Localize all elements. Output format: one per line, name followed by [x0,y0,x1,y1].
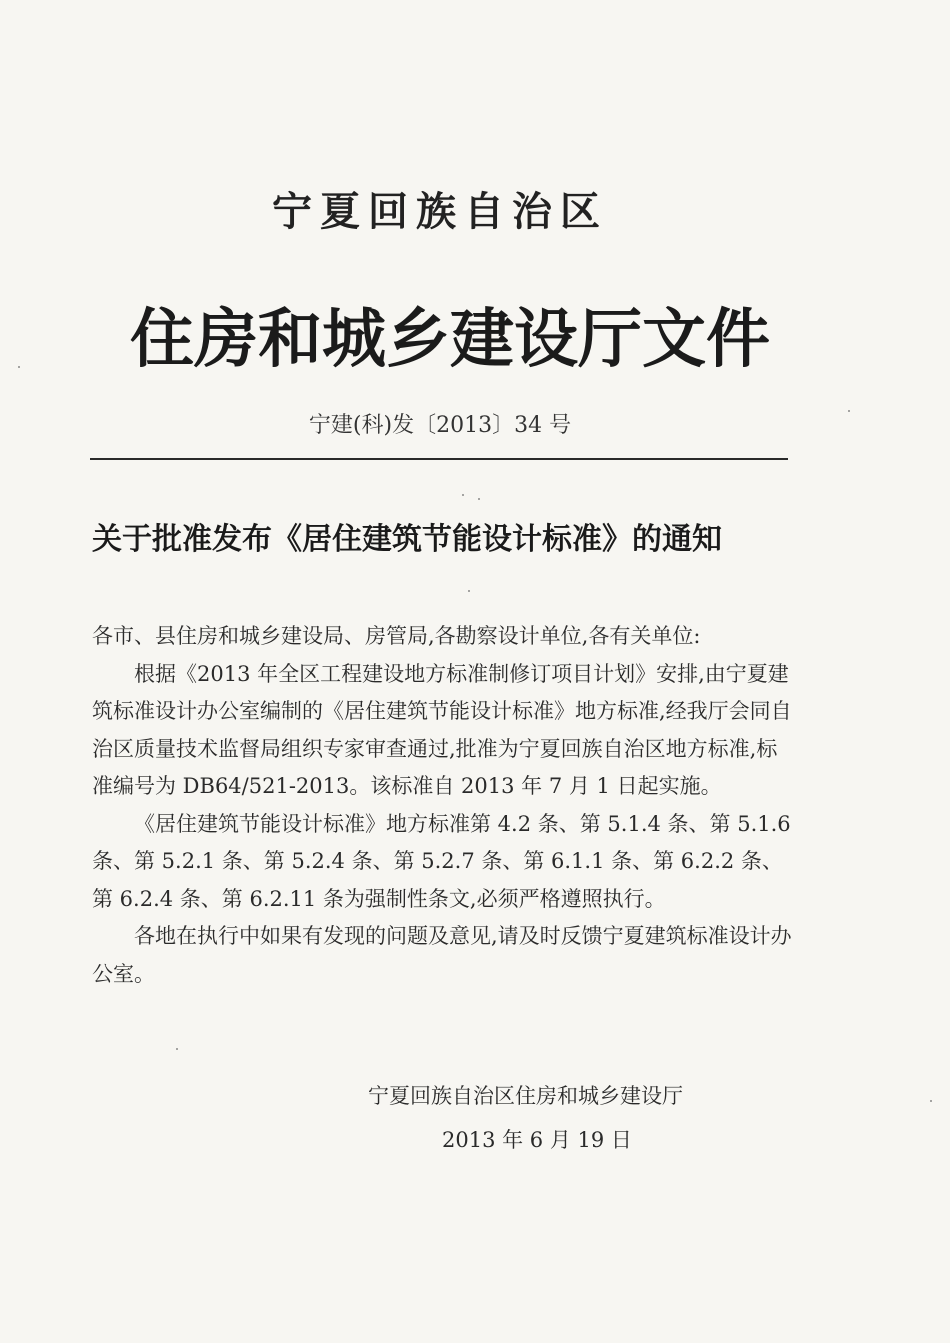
notice-title: 关于批准发布《居住建筑节能设计标准》的通知 [92,522,722,557]
salutation: 各市、县住房和城乡建设局、房管局,各勘察设计单位,各有关单位: [92,624,701,648]
scan-speck [176,1048,178,1050]
document-header-title: 住房和城乡建设厅文件 [130,302,770,377]
scan-speck [478,498,480,500]
scan-speck [848,410,850,412]
signing-organization: 宁夏回族自治区住房和城乡建设厅 [368,1084,683,1108]
scan-speck [930,1100,932,1102]
notice-body [92,618,792,993]
body-paragraph-1: 根据《2013 年全区工程建设地方标准制修订项目计划》安排,由宁夏建筑标准设计办公室编制的《居住建筑节能设计标准》地方标准,经我厅会同自治区质量技术监督局组织专家审查通过,批准为宁夏回族自治区地方标准,标准编号为 DB64/521-2013。该标准自 2013 年 7 月 1 日起实施。 [92,661,792,798]
issuing-region: 宁夏回族自治区 [272,189,608,235]
body-paragraph-2: 《居住建筑节能设计标准》地方标准第 4.2 条、第 5.1.4 条、第 5.1.6 条、第 5.2.1 条、第 5.2.4 条、第 5.2.7 条、第 6.1.1 条、第 6.2.2 条、第 6.2.4 条、第 6.2.11 条为强制性条文,必须严格遵照执行。 [92,811,791,911]
scan-speck [462,494,464,496]
scan-speck [18,366,20,368]
signing-date: 2013 年 6 月 19 日 [442,1128,632,1152]
document-number: 宁建(科)发〔2013〕34 号 [308,413,572,438]
signature-block [360,1080,740,1154]
scan-speck [468,590,470,592]
body-paragraph-3: 各地在执行中如果有发现的问题及意见,请及时反馈宁夏建筑标准设计办公室。 [92,924,792,986]
header-divider [90,458,788,460]
